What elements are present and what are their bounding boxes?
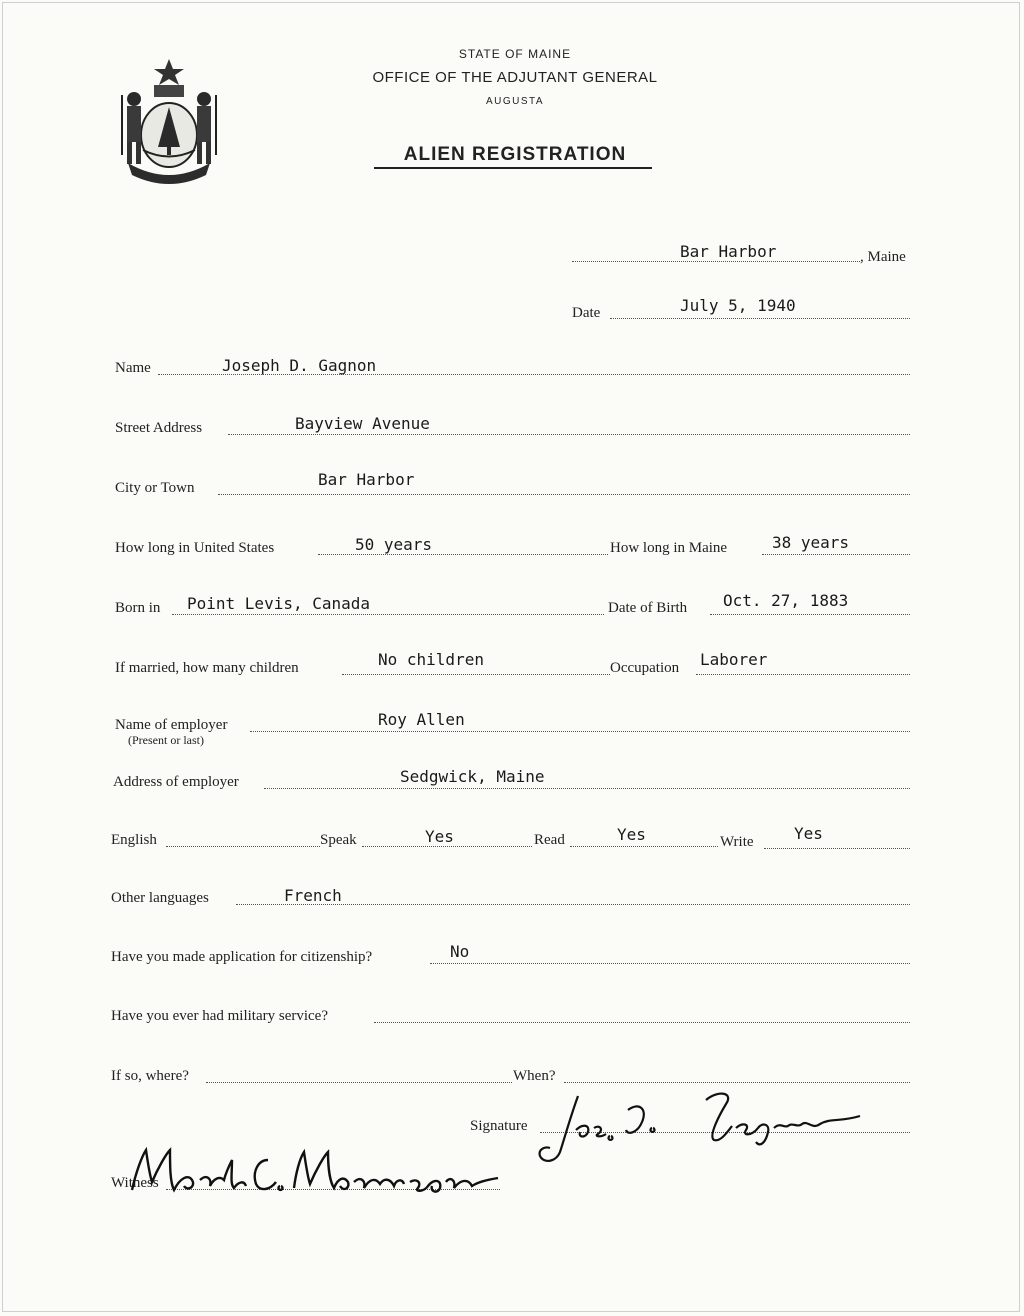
title-underline (374, 167, 652, 169)
write-value: Yes (794, 824, 823, 843)
children-value: No children (378, 650, 484, 669)
occupation-label: Occupation (610, 660, 680, 676)
military-line (374, 1022, 910, 1023)
write-label: Write (720, 834, 754, 850)
header-state: STATE OF MAINE (458, 47, 572, 61)
signature-label: Signature (470, 1118, 528, 1134)
name-label: Name (115, 360, 151, 376)
other-languages-value: French (284, 886, 342, 905)
employer-line (250, 731, 910, 732)
date-line (610, 318, 910, 319)
us-duration-line (318, 554, 608, 555)
dob-line (710, 614, 910, 615)
me-duration-label: How long in Maine (610, 540, 728, 556)
location-state-label: , Maine (860, 249, 906, 265)
form-title: ALIEN REGISTRATION (403, 144, 627, 165)
street-line (228, 434, 910, 435)
me-duration-value: 38 years (772, 533, 850, 552)
english-label: English (111, 832, 157, 848)
occupation-value: Laborer (700, 650, 768, 669)
employer-address-line (264, 788, 910, 789)
city-value: Bar Harbor (318, 470, 415, 489)
employer-sublabel: (Present or last) (128, 733, 204, 747)
born-line (172, 614, 604, 615)
employer-label: Name of employer (115, 717, 228, 733)
read-label: Read (534, 832, 565, 848)
employer-value: Roy Allen (378, 710, 465, 729)
header-city: AUGUSTA (485, 96, 545, 107)
born-label: Born in (115, 600, 161, 616)
date-value: July 5, 1940 (680, 296, 796, 315)
dob-value: Oct. 27, 1883 (723, 591, 849, 610)
header-office: OFFICE OF THE ADJUTANT GENERAL (372, 69, 658, 86)
dob-label: Date of Birth (608, 600, 688, 616)
occupation-line (696, 674, 910, 675)
read-line (570, 846, 718, 847)
children-line (342, 674, 610, 675)
employer-address-label: Address of employer (113, 774, 239, 790)
write-line (764, 848, 910, 849)
born-value: Point Levis, Canada (187, 594, 371, 613)
citizenship-line (430, 963, 910, 964)
location-town-value: Bar Harbor (680, 242, 777, 261)
maine-state-seal-icon (110, 55, 228, 185)
street-label: Street Address (115, 420, 203, 436)
us-duration-value: 50 years (355, 535, 433, 554)
read-value: Yes (617, 825, 646, 844)
speak-label: Speak (320, 832, 357, 848)
name-value: Joseph D. Gagnon (222, 356, 377, 375)
speak-line (362, 846, 532, 847)
where-line (206, 1082, 512, 1083)
street-value: Bayview Avenue (295, 414, 430, 433)
military-label: Have you ever had military service? (111, 1008, 328, 1024)
city-label: City or Town (115, 480, 195, 496)
citizenship-value: No (450, 942, 470, 961)
date-label: Date (572, 305, 601, 321)
witness-label: Witness (111, 1175, 159, 1191)
speak-value: Yes (425, 827, 454, 846)
city-line (218, 494, 910, 495)
english-line (166, 846, 320, 847)
witness-handwriting (118, 1138, 508, 1200)
citizenship-label: Have you made application for citizenship? (111, 949, 373, 965)
where-label: If so, where? (111, 1068, 189, 1084)
location-line (572, 261, 860, 262)
us-duration-label: How long in United States (115, 540, 275, 556)
signature-handwriting (530, 1078, 900, 1170)
when-label: When? (513, 1068, 556, 1084)
employer-address-value: Sedgwick, Maine (400, 767, 545, 786)
me-duration-line (762, 554, 910, 555)
children-label: If married, how many children (115, 660, 299, 676)
other-languages-label: Other languages (111, 890, 209, 906)
